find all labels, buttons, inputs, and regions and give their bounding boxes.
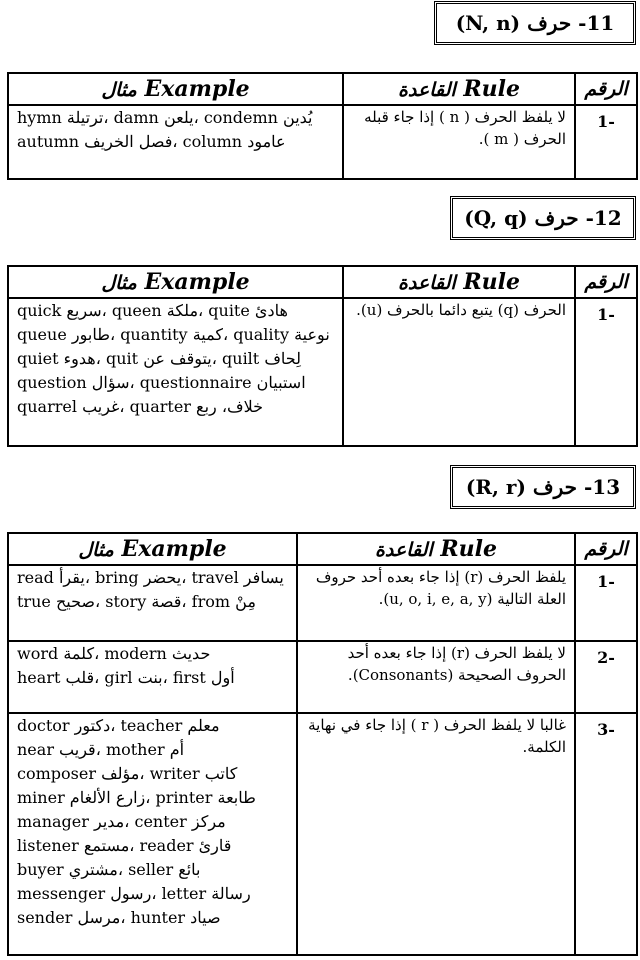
section-title-r: 13- حرف (R, r) (450, 465, 636, 509)
header-example-ar: مثال (101, 79, 137, 101)
row-number: -1 (575, 105, 637, 179)
examples-cell (8, 565, 297, 641)
examples-cell (8, 641, 297, 713)
rule-text: الحرف (q) يتبع دائما بالحرف (u). (343, 298, 575, 446)
header-example-en: Example (144, 269, 250, 295)
header-example (8, 73, 343, 105)
example-line: hymn ترتيلة، damn يلعن، condemn يُدين (17, 108, 313, 127)
header-rule (297, 533, 575, 565)
rule-text: غالبا لا يلفظ الحرف ( r ) إذا جاء في نهاية الكلمة. (297, 713, 575, 955)
example-line: manager مدير، center مركز (17, 812, 226, 831)
example-line: autumn فصل الخريف، column عامود (17, 132, 286, 151)
table-row (8, 565, 637, 641)
header-rule-ar: القاعدة (397, 272, 456, 294)
example-line: queue طابور، quantity كمية، quality نوعية (17, 325, 330, 344)
header-example-en: Example (144, 76, 250, 102)
example-line: doctor دكتور، teacher معلم (17, 716, 220, 735)
example-line: question سؤال، questionnaire استبيان (17, 373, 306, 392)
example-line: heart قلب، girl بنت، first أول (17, 668, 235, 687)
example-line: near قريب، mother أم (17, 740, 185, 759)
rule-text: لا يلفظ الحرف (r) إذا جاء بعده أحد الحروف الصحيحة (Consonants). (297, 641, 575, 713)
example-line: quiet هدوء، quit يتوقف عن، quilt لِحاف (17, 349, 301, 368)
header-rule (343, 266, 575, 298)
examples-cell (8, 713, 297, 955)
examples-cell (8, 298, 343, 446)
header-rule-ar: القاعدة (374, 539, 433, 561)
rule-text: لا يلفظ الحرف ( n ) إذا جاء قبله الحرف ( m ). (343, 105, 575, 179)
example-line: quarrel غريب، quarter خلاف، ربع (17, 397, 264, 416)
header-rule-en: Rule (463, 76, 521, 102)
rules-table-n (7, 72, 638, 180)
section-title-n: 11- حرف (N, n) (434, 1, 636, 45)
row-number: -3 (575, 713, 637, 955)
rule-text: يلفظ الحرف (r) إذا جاء بعده أحد حروف العلة التالية (u, o, i, e, a, y). (297, 565, 575, 641)
example-line: true صحيح، story قصة، from مِنْ (17, 592, 256, 611)
header-example (8, 533, 297, 565)
header-rule (343, 73, 575, 105)
example-line: miner زارع الألغام، printer طابعة (17, 788, 256, 807)
example-line: buyer مشتري، seller بائع (17, 860, 201, 879)
header-rule-en: Rule (440, 536, 498, 562)
example-line: word كلمة، modern حديث (17, 644, 211, 663)
header-rule-ar: القاعدة (397, 79, 456, 101)
rules-table-q (7, 265, 638, 447)
row-number: -1 (575, 565, 637, 641)
example-line: messenger رسول، letter رسالة (17, 884, 251, 903)
example-line: listener مستمع، reader قارئ (17, 836, 232, 855)
examples-cell (8, 105, 343, 179)
header-example-en: Example (121, 536, 227, 562)
example-line: composer مؤلف، writer كاتب (17, 764, 238, 783)
table-row (8, 105, 637, 179)
example-line: quick سريع، queen ملكة، quite هادئ (17, 301, 288, 320)
header-example-ar: مثال (101, 272, 137, 294)
header-number: الرقم (575, 266, 637, 298)
example-line: sender مرسل، hunter صياد (17, 908, 221, 927)
header-number: الرقم (575, 533, 637, 565)
header-example (8, 266, 343, 298)
section-title-q: 12- حرف (Q, q) (450, 196, 636, 240)
table-row (8, 298, 637, 446)
header-example-ar: مثال (78, 539, 114, 561)
rules-table-r (7, 532, 638, 956)
header-rule-en: Rule (463, 269, 521, 295)
table-row (8, 641, 637, 713)
table-row (8, 713, 637, 955)
row-number: -2 (575, 641, 637, 713)
row-number: -1 (575, 298, 637, 446)
header-number: الرقم (575, 73, 637, 105)
example-line: read يقرأ، bring يحضر، travel يسافر (17, 568, 284, 587)
